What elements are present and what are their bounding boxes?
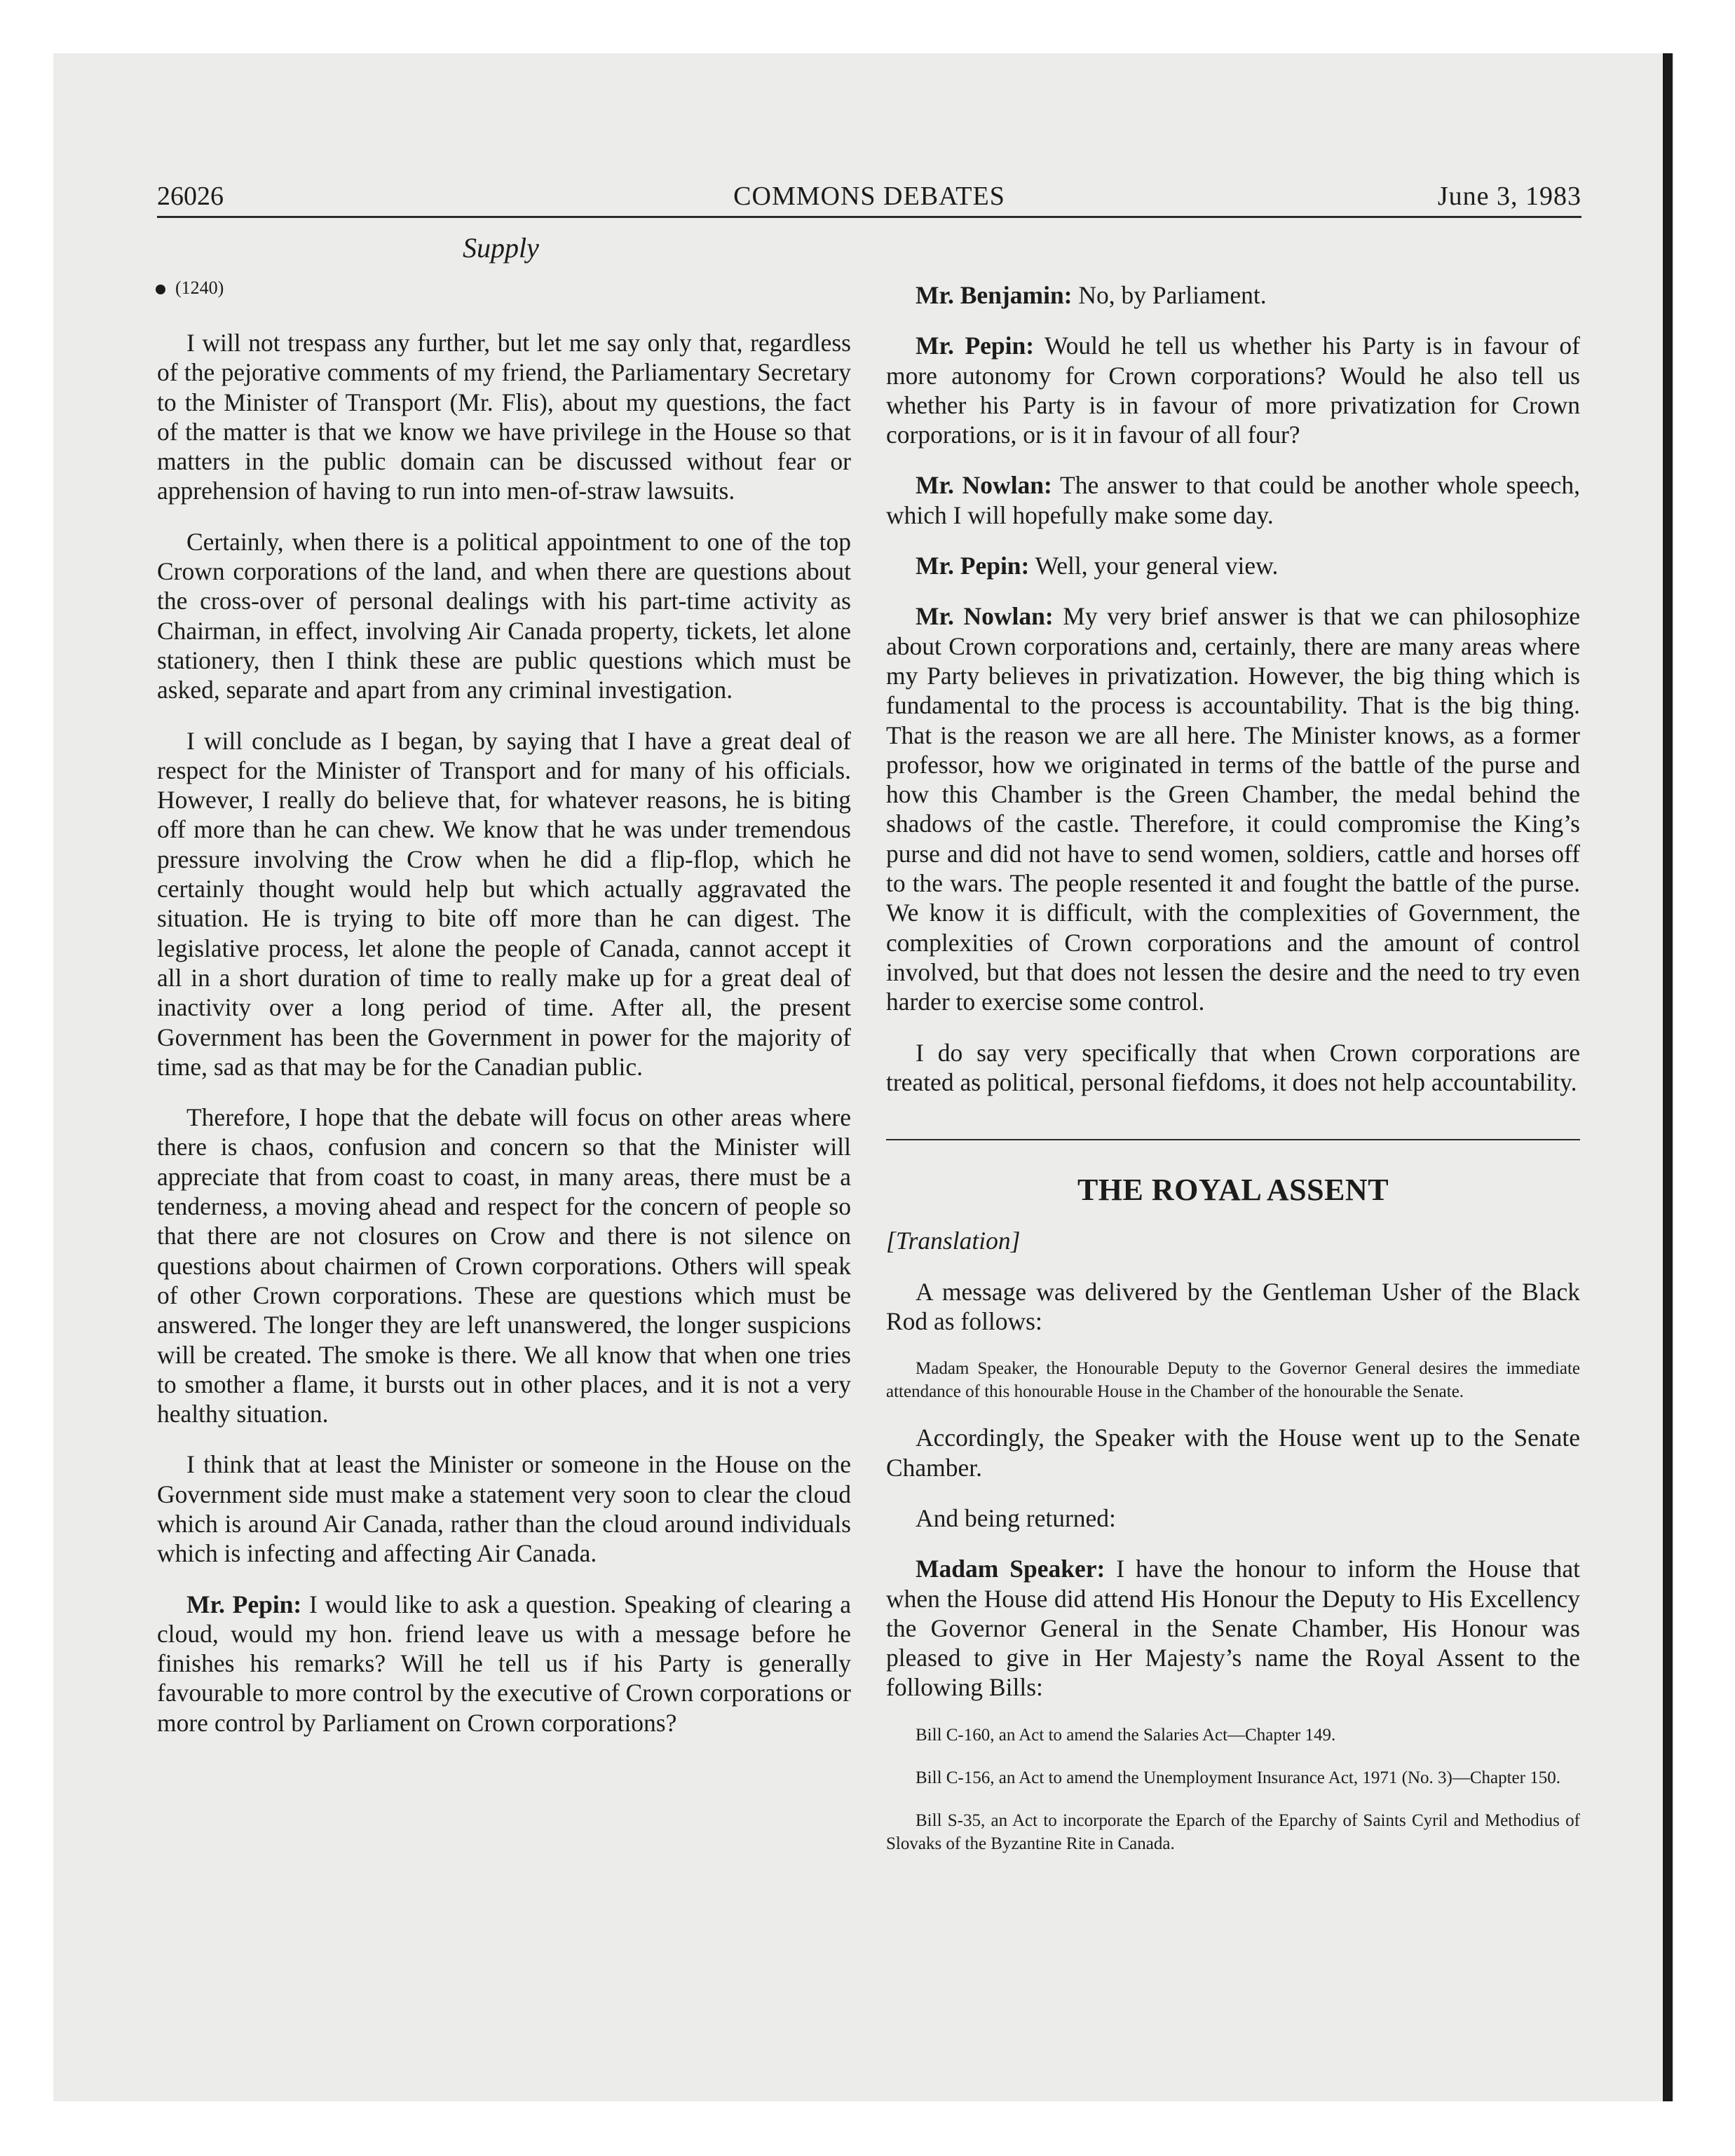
paragraph-text: I would like to ask a question. Speaking of clearing a cloud, would my hon. friend leave us with a message before he finishes his remarks? Will he tell us if his Party is generally favourable to more control by the executive of Crown corporations or more control by Parliament on Crown corporations? bbox=[157, 1590, 851, 1737]
paragraph-text: Certainly, when there is a political appointment to one of the top Crown corporations of the land, and when there are questions about the cross-over of personal dealings with his part-time activity as Chairman, in effect, involving Air Canada property, tickets, let alone stationery, then I think these are public questions which must be asked, separate and apart from any criminal investigation. bbox=[157, 527, 851, 704]
paragraph-text: Therefore, I hope that the debate will focus on other areas where there is chaos, confusion and concern so that the Minister will appreciate that from coast to coast, in many areas, there must be a tenderness, a moving ahead and respect for the concern of people so that there are not closures on Crow and there is not silence on questions about chairmen of Crown corporations. Others will speak of other Crown corporations. These are questions which must be answered. The longer they are left unanswered, the longer suspicions will be created. The smoke is there. We all know that when one tries to smother a flame, it bursts out in other places, and it is not a very healthy situation. bbox=[157, 1103, 851, 1428]
publication-date: June 3, 1983 bbox=[1437, 182, 1581, 211]
bill-item: Bill C-156, an Act to amend the Unemployment Insurance Act, 1971 (No. 3)—Chapter 150. bbox=[916, 1768, 1560, 1787]
paragraph-text: Accordingly, the Speaker with the House went up to the Senate Chamber. bbox=[886, 1424, 1580, 1482]
speaker-name: Mr. Nowlan: bbox=[916, 471, 1052, 500]
paragraph bbox=[886, 1277, 1580, 1337]
paragraph bbox=[886, 551, 1580, 580]
paragraph-text: My very brief answer is that we can philosophize about Crown corporations and, certainly, there are many areas where my Party believes in privatization. However, the big thing which is fundamental to the process is accountability. That is the big thing. That is the reason we are all here. The Minister knows, as a former professor, how we originated in terms of the battle of the purse and how this Chamber is the Green Chamber, the medal behind the shadows of the castle. Therefore, it could compromise the King’s purse and did not have to send women, soldiers, cattle and horses off to the wars. The people resented it and fought the battle of the purse. We know it is difficult, with the complexities of Government, the complexities of Crown corporations and the amount of control involved, but that does not lessen the desire and the need to try even harder to exercise some control. bbox=[886, 602, 1580, 1016]
paragraph bbox=[886, 1423, 1580, 1482]
paragraph bbox=[157, 527, 851, 705]
paragraph bbox=[886, 331, 1580, 449]
paragraph-text: I do say very specifically that when Crown corporations are treated as political, personal fiefdoms, it does not help accountability. bbox=[886, 1038, 1580, 1096]
section-title: THE ROYAL ASSENT bbox=[1077, 1173, 1389, 1208]
bill-item: Bill S-35, an Act to incorporate the Eparch of the Eparchy of Saints Cyril and Methodius of Slovaks of the Byzantine Rite in Canada. bbox=[886, 1810, 1580, 1853]
timestamp bbox=[156, 278, 224, 299]
speaker-name: Mr. Nowlan: bbox=[916, 602, 1054, 631]
section-divider bbox=[886, 1139, 1580, 1140]
paragraph bbox=[157, 1590, 851, 1738]
paragraph-text: Well, your general view. bbox=[1029, 552, 1279, 580]
running-head: Supply bbox=[463, 232, 539, 264]
paragraph-text: I have the honour to inform the House that when the House did attend His Honour the Deputy to His Excellency the Governor General in the Senate Chamber, His Honour was pleased to give in Her Majesty’s name the Royal Assent to the following Bills: bbox=[886, 1555, 1580, 1702]
paragraph-text: I think that at least the Minister or someone in the House on the Government side must make a statement very soon to clear the cloud which is around Air Canada, rather than the cloud around individuals which is infecting and affecting Air Canada. bbox=[157, 1450, 851, 1568]
paragraph bbox=[886, 470, 1580, 530]
speaker-name: Mr. Pepin: bbox=[186, 1590, 302, 1618]
quoted-message: Madam Speaker, the Honourable Deputy to the Governor General desires the immediate attendance of this honourable House in the Chamber of the honourable the Senate. bbox=[886, 1359, 1580, 1402]
left-column bbox=[157, 328, 851, 1759]
timestamp-text: (1240) bbox=[175, 278, 224, 298]
speaker-name: Mr. Pepin: bbox=[916, 552, 1030, 580]
speaker-name: Madam Speaker: bbox=[916, 1555, 1105, 1583]
paragraph-text: I will conclude as I began, by saying that I have a great deal of respect for the Minister of Transport and for many of his officials. However, I really do believe that, for whatever reasons, he is biting off more than he can chew. We know that he was under tremendous pressure involving the Crow when he did a flip-flop, which he certainly thought would help but which actually aggravated the situation. He is trying to bite off more than he can digest. The legislative process, let alone the people of Canada, cannot accept it all in a short duration of time to really make up for a great deal of inactivity over a long period of time. After all, the present Government has been the Government in power for the majority of time, sad as that may be for the Canadian public. bbox=[157, 726, 851, 1081]
speaker-name: Mr. Benjamin: bbox=[916, 281, 1073, 309]
page-header bbox=[157, 177, 1581, 218]
paragraph-text: No, by Parliament. bbox=[1072, 281, 1267, 309]
paragraph bbox=[886, 601, 1580, 1016]
paragraph-text: The answer to that could be another whole speech, which I will hopefully make some day. bbox=[886, 471, 1580, 529]
bullet-icon bbox=[156, 285, 165, 294]
translation-label: [Translation] bbox=[886, 1227, 1021, 1255]
paragraph-text: And being returned: bbox=[916, 1503, 1116, 1532]
paragraph-text: A message was delivered by the Gentleman Usher of the Black Rod as follows: bbox=[886, 1277, 1580, 1336]
paragraph bbox=[886, 280, 1580, 310]
paragraph bbox=[157, 1103, 851, 1428]
paragraph bbox=[886, 1554, 1580, 1702]
paragraph bbox=[157, 1449, 851, 1568]
paragraph-text: Would he tell us whether his Party is in favour of more autonomy for Crown corporations? Would he also tell us whether his Party is in favour of more privatization for Crown corporations, or is it in favour of all four? bbox=[886, 332, 1580, 449]
paragraph bbox=[886, 1503, 1580, 1533]
bill-item: Bill C-160, an Act to amend the Salaries Act—Chapter 149. bbox=[916, 1725, 1336, 1745]
publication-title: COMMONS DEBATES bbox=[733, 182, 1005, 211]
paragraph-text: I will not trespass any further, but let me say only that, regardless of the pejorative comments of my friend, the Parliamentary Secretary to the Minister of Transport (Mr. Flis), about my questions, the fact of the matter is that we know we have privilege in the House so that matters in the public domain can be discussed without fear or apprehension of having to run into men-of-straw lawsuits. bbox=[157, 329, 851, 505]
paragraph bbox=[157, 328, 851, 506]
page-number: 26026 bbox=[157, 182, 224, 211]
scan-edge bbox=[1663, 53, 1673, 2101]
paragraph bbox=[157, 726, 851, 1082]
speaker-name: Mr. Pepin: bbox=[916, 332, 1035, 360]
paragraph bbox=[886, 1038, 1580, 1098]
right-column bbox=[886, 280, 1580, 1875]
